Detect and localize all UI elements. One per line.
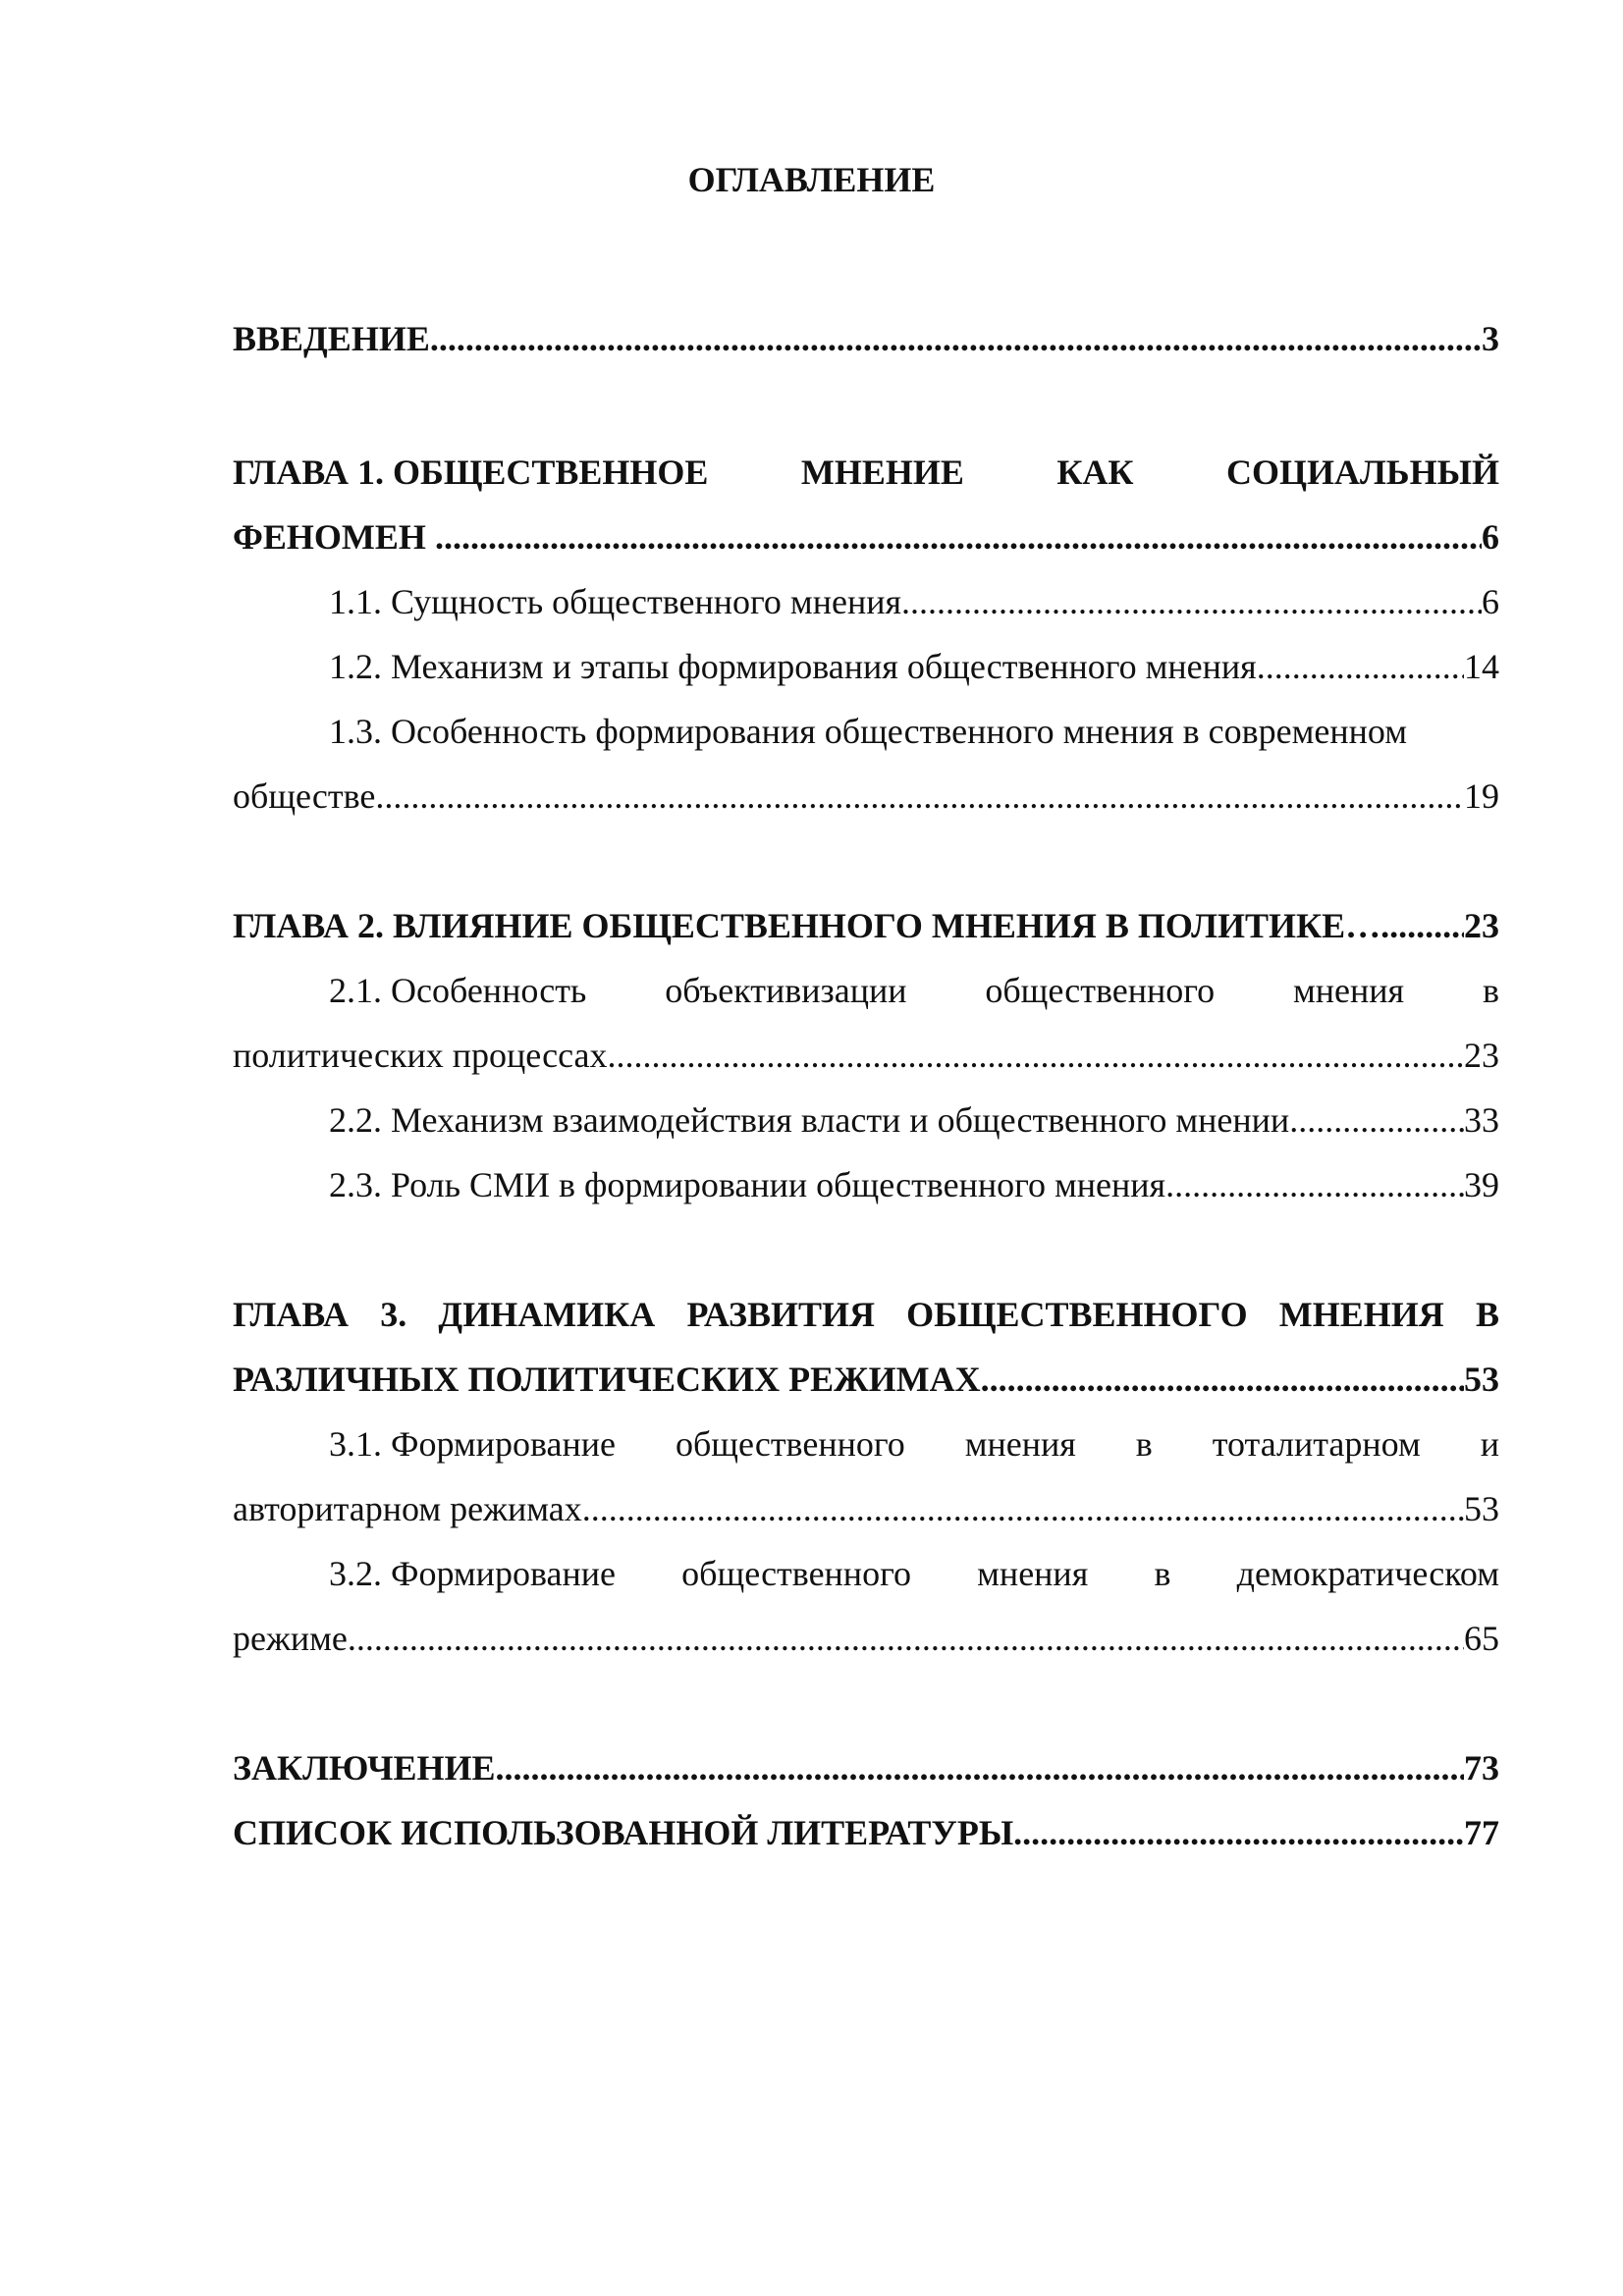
entry-text: авторитарном режимах xyxy=(233,1489,582,1528)
word: 3. xyxy=(380,1295,407,1334)
dot-leader xyxy=(1165,1152,1464,1217)
entry-text: 1.1. Сущность общественного мнения xyxy=(329,582,902,621)
toc-section-2-1-line2 xyxy=(233,1023,1499,1088)
toc-section-3-2-line2 xyxy=(233,1606,1499,1671)
word: РАЗВИТИЯ xyxy=(686,1295,875,1334)
word: тоталитарном xyxy=(1212,1424,1421,1464)
dot-leader xyxy=(981,1347,1464,1412)
toc-entry-conclusion xyxy=(233,1735,1499,1800)
dot-leader xyxy=(1257,634,1464,699)
word: мнения xyxy=(1292,971,1405,1010)
toc-chapter3-line2 xyxy=(233,1347,1499,1412)
dot-leader xyxy=(435,505,1482,569)
word: в xyxy=(1482,971,1499,1010)
word: КАК xyxy=(1056,453,1134,492)
dot-leader xyxy=(348,1606,1464,1671)
dot-leader xyxy=(1380,893,1464,958)
word: 2.1. Особенность xyxy=(329,971,587,1010)
toc-chapter1-line2 xyxy=(233,505,1499,569)
page-number: 3 xyxy=(1482,319,1499,358)
word: общественного xyxy=(985,971,1216,1010)
dot-leader xyxy=(430,306,1482,371)
word: общественного xyxy=(681,1554,911,1593)
toc-title: ОГЛАВЛЕНИЕ xyxy=(687,160,936,199)
page-number: 73 xyxy=(1464,1748,1499,1788)
word: ГЛАВА xyxy=(233,1295,350,1334)
word: ДИНАМИКА xyxy=(438,1295,656,1334)
word: 3.1. Формирование xyxy=(329,1424,616,1464)
word: в xyxy=(1154,1554,1171,1593)
entry-text: 2.3. Роль СМИ в формировании общественного мнения xyxy=(329,1165,1166,1204)
entry-text: 1.2. Механизм и этапы формирования общественного мнения xyxy=(329,647,1257,686)
word: мнения xyxy=(964,1424,1076,1464)
toc-section-1-1 xyxy=(329,569,1499,634)
entry-text: ГЛАВА 2. ВЛИЯНИЕ ОБЩЕСТВЕННОГО МНЕНИЯ В ПОЛИТИКЕ… xyxy=(233,906,1381,945)
word: МНЕНИЕ xyxy=(800,453,964,492)
page-number: 39 xyxy=(1464,1165,1499,1204)
toc-section-3-2-line1 xyxy=(329,1541,1499,1606)
word: ОБЩЕСТВЕННОГО xyxy=(906,1295,1248,1334)
word: общественного xyxy=(675,1424,905,1464)
toc-section-1-2 xyxy=(329,634,1499,699)
page-number: 23 xyxy=(1464,1036,1499,1075)
toc-entry-references xyxy=(233,1800,1499,1865)
dot-leader xyxy=(1013,1800,1464,1865)
word: ГЛАВА 1. ОБЩЕСТВЕННОЕ xyxy=(233,453,709,492)
word: 3.2. Формирование xyxy=(329,1554,616,1593)
toc-section-3-1-line1 xyxy=(329,1412,1499,1476)
toc-section-2-1-line1 xyxy=(329,958,1499,1023)
word: В xyxy=(1475,1295,1499,1334)
entry-text: РАЗЛИЧНЫХ ПОЛИТИЧЕСКИХ РЕЖИМАХ xyxy=(233,1360,981,1399)
entry-text: 2.2. Механизм взаимодействия власти и общественного мнении xyxy=(329,1100,1290,1140)
toc-section-3-1-line2 xyxy=(233,1476,1499,1541)
toc-section-1-3-line1: 1.3. Особенность формирования общественного мнения в современном xyxy=(329,712,1408,751)
entry-text: ФЕНОМЕН xyxy=(233,517,435,557)
dot-leader xyxy=(582,1476,1464,1541)
toc-entry-introduction xyxy=(233,306,1499,371)
dot-leader xyxy=(496,1735,1464,1800)
page-number: 65 xyxy=(1464,1619,1499,1658)
toc-section-2-3 xyxy=(329,1152,1499,1217)
dot-leader xyxy=(901,569,1482,634)
toc-section-2-2 xyxy=(329,1088,1499,1152)
page-number: 14 xyxy=(1464,647,1499,686)
page-number: 53 xyxy=(1464,1489,1499,1528)
word: в xyxy=(1135,1424,1153,1464)
word: объективизации xyxy=(665,971,907,1010)
toc-section-1-3-line2 xyxy=(233,764,1499,828)
toc-chapter3-line1 xyxy=(233,1282,1499,1347)
page-number: 33 xyxy=(1464,1100,1499,1140)
entry-text: ВВЕДЕНИЕ xyxy=(233,319,430,358)
dot-leader xyxy=(375,764,1464,828)
entry-text: ЗАКЛЮЧЕНИЕ xyxy=(233,1748,496,1788)
word: МНЕНИЯ xyxy=(1278,1295,1444,1334)
entry-text: СПИСОК ИСПОЛЬЗОВАННОЙ ЛИТЕРАТУРЫ xyxy=(233,1813,1014,1852)
word: мнения xyxy=(977,1554,1089,1593)
dot-leader xyxy=(608,1023,1464,1088)
page-number: 6 xyxy=(1482,582,1499,621)
page-number: 19 xyxy=(1464,776,1499,816)
word: демократическом xyxy=(1236,1554,1499,1593)
page-number: 6 xyxy=(1482,517,1499,557)
entry-text: политических процессах xyxy=(233,1036,608,1075)
dot-leader xyxy=(1289,1088,1464,1152)
word: и xyxy=(1480,1424,1499,1464)
page-number: 77 xyxy=(1464,1813,1499,1852)
entry-text: обществе xyxy=(233,776,376,816)
page-number: 23 xyxy=(1464,906,1499,945)
word: СОЦИАЛЬНЫЙ xyxy=(1225,453,1499,492)
toc-chapter1-line1 xyxy=(233,440,1499,505)
toc-chapter2-heading xyxy=(233,893,1499,958)
page-number: 53 xyxy=(1464,1360,1499,1399)
entry-text: режиме xyxy=(233,1619,348,1658)
